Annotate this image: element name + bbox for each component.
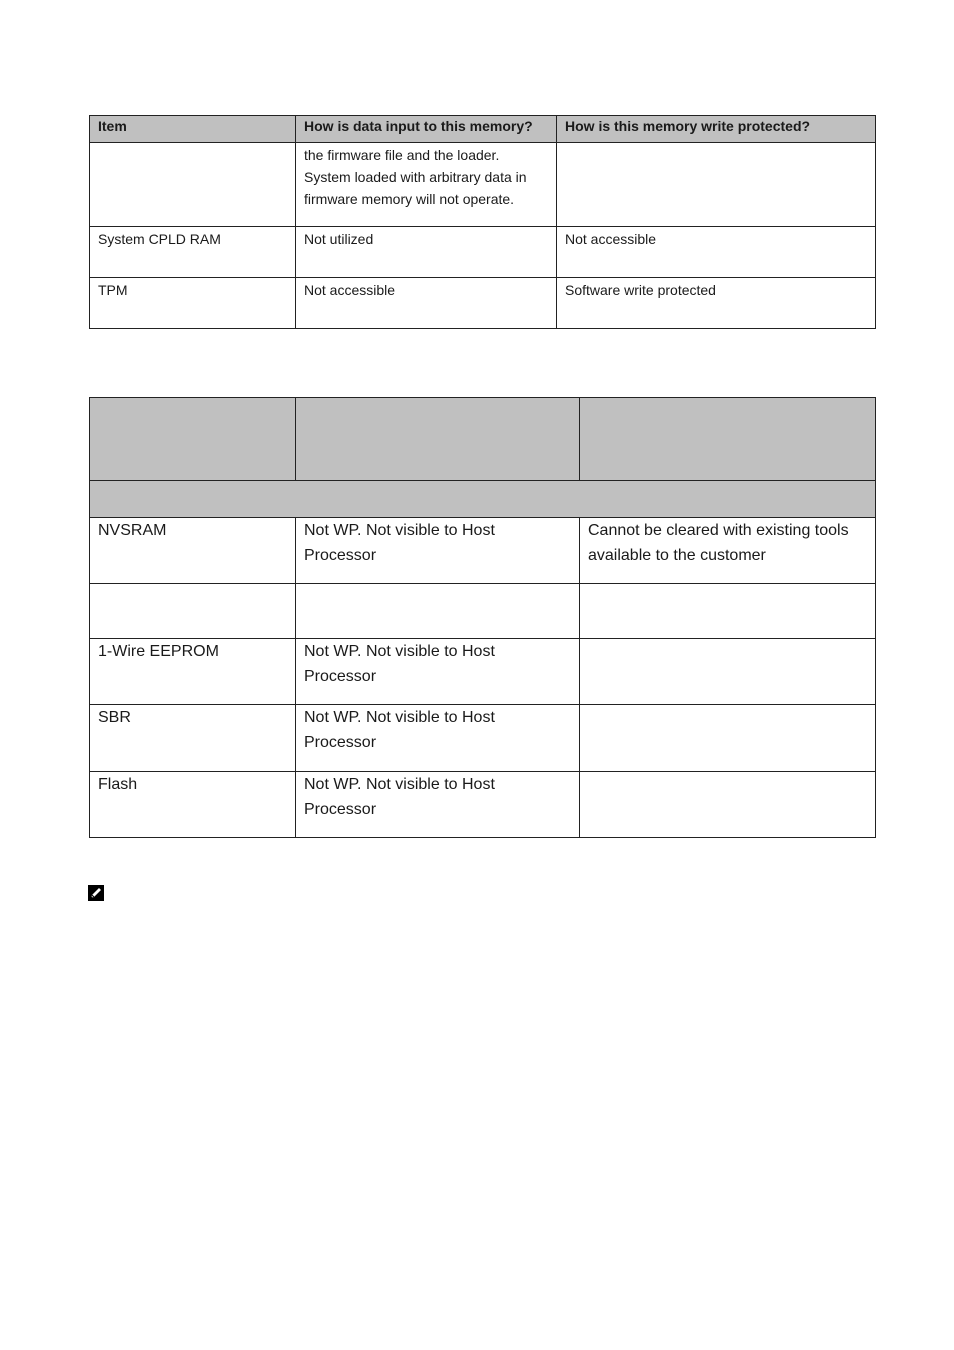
cell-col-3 (580, 639, 876, 705)
cell-item: 1-Wire EEPROM (90, 639, 296, 705)
cell-col-2: Not WP. Not visible to Host Processor (296, 772, 580, 838)
cell-item: System CPLD RAM (90, 227, 296, 278)
header-col-1 (90, 398, 296, 481)
header-write-protection: How is this memory write protected? (557, 116, 876, 143)
cell-data-input: the firmware file and the loader. System loaded with arbitrary data in firmware memory will not operate. (296, 143, 557, 227)
cell-col-3 (580, 584, 876, 639)
table-row (90, 772, 876, 838)
cell-col-2: Not WP. Not visible to Host Processor (296, 639, 580, 705)
cell-col-2 (296, 584, 580, 639)
header-item: Item (90, 116, 296, 143)
cell-col-3 (580, 705, 876, 772)
table-row (90, 639, 876, 705)
cell-item (90, 584, 296, 639)
cell-col-3: Cannot be cleared with existing tools available to the customer (580, 518, 876, 584)
table-header-row (90, 116, 876, 143)
cell-data-input: Not utilized (296, 227, 557, 278)
note-pencil-icon (87, 884, 105, 902)
group-row (90, 481, 876, 518)
header-col-3 (580, 398, 876, 481)
cell-col-2: Not WP. Not visible to Host Processor (296, 518, 580, 584)
table-row (90, 584, 876, 639)
cell-write-protection: Not accessible (557, 227, 876, 278)
cell-col-2: Not WP. Not visible to Host Processor (296, 705, 580, 772)
cell-item: Flash (90, 772, 296, 838)
cell-write-protection (557, 143, 876, 227)
header-col-2 (296, 398, 580, 481)
table-row (90, 705, 876, 772)
memory-write-protection-table (89, 115, 876, 329)
table-row (90, 143, 876, 227)
table-header-row (90, 398, 876, 481)
cell-col-3 (580, 772, 876, 838)
table-row (90, 227, 876, 278)
header-data-input: How is data input to this memory? (296, 116, 557, 143)
group-label (90, 481, 876, 518)
table-row (90, 278, 876, 329)
cell-item: NVSRAM (90, 518, 296, 584)
cell-item (90, 143, 296, 227)
table-row (90, 518, 876, 584)
cell-item: TPM (90, 278, 296, 329)
cell-item: SBR (90, 705, 296, 772)
cell-data-input: Not accessible (296, 278, 557, 329)
cell-write-protection: Software write protected (557, 278, 876, 329)
memory-table-2 (89, 397, 876, 838)
